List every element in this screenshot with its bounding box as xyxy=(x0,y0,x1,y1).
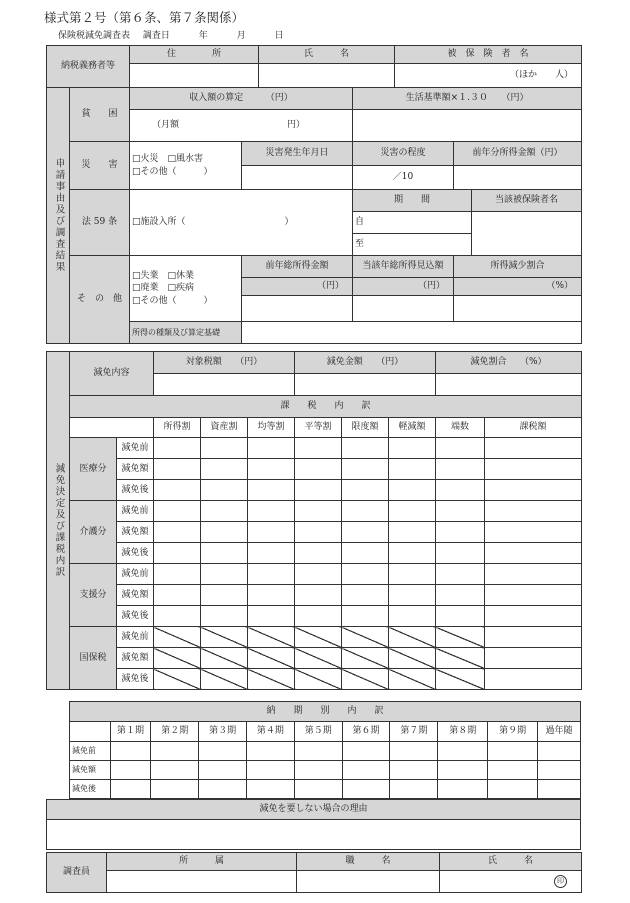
payer-label: 納税義務者等 xyxy=(47,46,130,88)
reduction-content-label: 減免内容 xyxy=(70,352,154,396)
period-table xyxy=(69,701,581,799)
row-amount: 減免額 xyxy=(70,761,111,780)
period-4: 第４期 xyxy=(247,722,295,742)
affiliation-field[interactable] xyxy=(107,871,297,893)
tax-breakdown-col-headers xyxy=(47,418,582,438)
income-type-label: 所得の種類及び算定基礎 xyxy=(130,322,242,344)
row-amount: 減免額 xyxy=(117,459,154,480)
row-amount: 減免額 xyxy=(117,648,154,669)
row-after: 減免後 xyxy=(117,669,154,690)
group-nhi-tax: 国保税 xyxy=(70,627,117,690)
row-amount: 減免額 xyxy=(117,585,154,606)
seal-icon: 印 xyxy=(554,875,567,888)
period-from-field[interactable]: 自 xyxy=(353,212,472,234)
prev-total-income-header: 前年総所得金額 xyxy=(242,256,353,278)
row-after: 減免後 xyxy=(117,480,154,501)
prev-total-yen-unit: （円） xyxy=(242,278,353,296)
period-7: 第７期 xyxy=(390,722,438,742)
monthly-income-field[interactable]: （月額 円） xyxy=(130,110,353,142)
payer-name-header: 氏 名 xyxy=(259,46,395,64)
target-tax-header: 対象税額 （円） xyxy=(154,352,295,374)
facility-checkbox[interactable]: □施設入所（ ） xyxy=(130,190,353,256)
reduction-ratio-header: 減免割合 （%） xyxy=(436,352,582,374)
others-label: そ の 他 xyxy=(70,256,130,344)
group-support: 支援分 xyxy=(70,564,117,627)
period-8: 第８期 xyxy=(438,722,488,742)
payer-address-header: 住 所 xyxy=(130,46,259,64)
period-6: 第６期 xyxy=(342,722,390,742)
col-taxable: 課税額 xyxy=(485,418,582,438)
col-fraction: 端数 xyxy=(436,418,485,438)
row-before: 減免前 xyxy=(117,627,154,648)
period-to-field[interactable]: 至 xyxy=(353,234,472,256)
decrease-ratio-header: 所得減少割合 xyxy=(454,256,582,278)
decrease-ratio-field[interactable] xyxy=(454,296,582,322)
prev-income-field[interactable] xyxy=(454,166,582,190)
reason-field[interactable] xyxy=(47,820,581,850)
period-1: 第１期 xyxy=(110,722,151,742)
this-estimate-yen-unit: （円） xyxy=(353,278,454,296)
group-nursing: 介護分 xyxy=(70,501,117,564)
income-type-field[interactable] xyxy=(242,322,582,344)
insured-name-field[interactable] xyxy=(472,212,582,256)
period-header: 期 間 xyxy=(353,190,472,212)
period-2: 第２期 xyxy=(151,722,199,742)
others-other-checkbox[interactable]: □その他（ ） xyxy=(132,295,213,306)
disaster-degree-header: 災害の程度 xyxy=(353,142,454,166)
survey-day: 日 xyxy=(274,31,284,41)
poverty-label: 貧 困 xyxy=(70,88,130,142)
closure-checkbox[interactable]: □廃業 □疾病 xyxy=(132,283,195,294)
period-9: 第９期 xyxy=(488,722,538,742)
period-5: 第５期 xyxy=(294,722,342,742)
disaster-date-field[interactable] xyxy=(242,166,353,190)
target-tax-field[interactable] xyxy=(154,374,295,396)
investigator-name-field[interactable] xyxy=(440,871,582,893)
row-after: 減免後 xyxy=(70,780,111,799)
payer-name-field[interactable] xyxy=(259,64,395,88)
col-limit: 限度額 xyxy=(342,418,389,438)
col-per-household: 平等割 xyxy=(295,418,342,438)
income-calc-header: 収入額の算定 （円） xyxy=(130,88,353,110)
reduction-amount-field[interactable] xyxy=(295,374,436,396)
col-reduction: 軽減額 xyxy=(389,418,436,438)
this-year-estimate-header: 当該年総所得見込額 xyxy=(353,256,454,278)
insured-name-header: 当該被保険者名 xyxy=(472,190,582,212)
fire-flood-checkbox[interactable]: □火災 □風水害 xyxy=(132,154,204,165)
application-section-label: 申請事由及び調査結果 xyxy=(47,88,70,344)
payer-insured-field[interactable]: （ほか 人） xyxy=(395,64,582,88)
tax-breakdown-header: 課 税 内 訳 xyxy=(70,396,582,418)
form-subtitle: 保険税減免調査表 xyxy=(58,31,131,41)
disaster-other-checkbox[interactable]: □その他（ ） xyxy=(132,166,213,177)
row-before: 減免前 xyxy=(117,501,154,522)
living-standard-header: 生活基準額×１.３０ （円） xyxy=(353,88,582,110)
decrease-pct-unit: （%） xyxy=(454,278,582,296)
decision-section-label: 減免決定及び課税内訳 xyxy=(47,352,70,690)
row-before: 減免前 xyxy=(70,742,111,761)
row-after: 減免後 xyxy=(117,606,154,627)
investigator-name-header: 氏 名 xyxy=(440,853,582,871)
disaster-type-checkboxes[interactable] xyxy=(130,142,242,190)
group-medical: 医療分 xyxy=(70,438,117,501)
row-before: 減免前 xyxy=(117,564,154,585)
investigator-table xyxy=(46,852,582,893)
col-assets: 資産割 xyxy=(201,418,248,438)
disaster-degree-field[interactable]: ／10 xyxy=(353,166,454,190)
row-after: 減免後 xyxy=(117,543,154,564)
col-per-capita: 均等割 xyxy=(248,418,295,438)
col-income: 所得割 xyxy=(154,418,201,438)
unemploy-checkbox[interactable]: □失業 □休業 xyxy=(132,270,195,281)
decision-table xyxy=(46,351,582,690)
survey-month: 月 xyxy=(236,31,246,41)
reason-header: 減免を要しない場合の理由 xyxy=(47,800,581,820)
row-amount: 減免額 xyxy=(117,522,154,543)
reason-table xyxy=(46,799,581,850)
disaster-date-header: 災害発生年月日 xyxy=(242,142,353,166)
reduction-amount-header: 減免金額 （円） xyxy=(295,352,436,374)
affiliation-header: 所 属 xyxy=(107,853,297,871)
payer-insured-header: 被 保 険 者 名 xyxy=(395,46,582,64)
survey-year: 年 xyxy=(198,31,208,41)
period-breakdown-header: 納 期 別 内 訳 xyxy=(70,702,581,722)
reduction-ratio-field[interactable] xyxy=(436,374,582,396)
investigator-label: 調査員 xyxy=(47,853,107,893)
law59-label: 法 59 条 xyxy=(70,190,130,256)
survey-date-label: 調査日 xyxy=(142,31,170,41)
period-3: 第３期 xyxy=(199,722,247,742)
others-checkboxes[interactable] xyxy=(130,256,242,322)
this-estimate-field[interactable] xyxy=(353,296,454,322)
disaster-label: 災 害 xyxy=(70,142,130,190)
position-field[interactable] xyxy=(297,871,440,893)
position-header: 職 名 xyxy=(297,853,440,871)
payer-address-field[interactable] xyxy=(130,64,259,88)
period-past: 過年随 xyxy=(538,722,581,742)
form-subtitle-row xyxy=(58,28,294,41)
form-title: 様式第２号（第６条、第７条関係） xyxy=(44,10,245,25)
living-standard-field[interactable] xyxy=(353,110,582,142)
row-before: 減免前 xyxy=(117,438,154,459)
prev-income-header: 前年分所得金額（円） xyxy=(454,142,582,166)
survey-table xyxy=(46,45,582,344)
prev-total-income-field[interactable] xyxy=(242,296,353,322)
